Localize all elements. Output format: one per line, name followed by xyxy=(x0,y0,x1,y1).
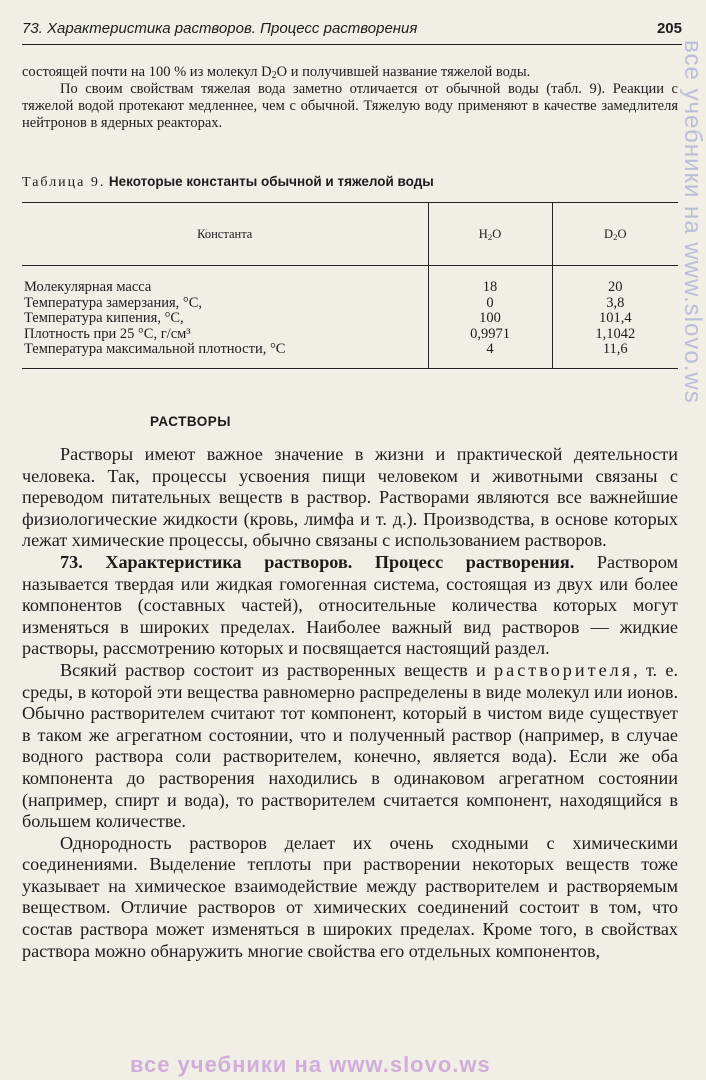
main-text xyxy=(22,444,678,962)
bottom-watermark: все учебники на www.slovo.ws xyxy=(130,1052,491,1077)
table-header-row xyxy=(22,203,678,266)
section-title: РАСТВОРЫ xyxy=(150,414,232,429)
body-paragraph-1: Растворы имеют важное значение в жизни и практической деятельности человека. Так, процессы усвоения пищи человеком и животными связаны с переводом питательных веществ в раствор. Растворами являются все важнейшие физиологические жидкости (кровь, лимфа и т. д.). Производства, в основе которых лежат химические процессы, обычно связаны с использованием растворов. xyxy=(22,444,678,551)
intro-paragraph-1 xyxy=(22,64,678,81)
body-paragraph-3 xyxy=(22,660,678,833)
body-paragraph-2 xyxy=(22,552,678,660)
intro-paragraph-2: По своим свойствам тяжелая вода заметно отличается от обычной воды (табл. 9). Реакции с тяжелой водой протекают медленнее, чем с обычной. Тяжелую воду применяют в качестве замедлителя нейтронов в ядерных реакторах. xyxy=(22,81,678,131)
header-d2o-b: O xyxy=(617,226,627,241)
table-row xyxy=(22,311,678,327)
row-d2o-value: 1,1042 xyxy=(552,327,678,343)
header-d2o-sub: 2 xyxy=(613,231,618,242)
row-d2o-value: 20 xyxy=(552,266,678,296)
page-number: 205 xyxy=(656,20,682,37)
body-p2-text: Раствором называется твердая или жидкая гомогенная система, состоящая из двух или более компонентов (составных частей), относительные количества которых могут изменяться в широких пределах. Наиболее важный вид растворов — жидкие растворы, рассмотрению которых и посвящается настоящий раздел. xyxy=(22,551,678,659)
body-p3-part-a: Всякий раствор состоит из растворенных веществ и xyxy=(60,659,495,680)
side-watermark: все учебники на www.slovo.ws xyxy=(679,40,706,404)
running-header xyxy=(22,18,682,45)
table-row xyxy=(22,342,678,368)
row-constant-name: Плотность при 25 °С, г/см³ xyxy=(24,325,191,342)
term-solvent: растворителя xyxy=(494,659,634,680)
row-h2o-value: 100 xyxy=(428,311,552,327)
row-constant-name: Температура замерзания, °С, xyxy=(24,294,203,311)
table-row xyxy=(22,266,678,296)
intro-p1-part-b: O и получившей название тяжелой воды. xyxy=(276,64,531,80)
subsection-heading: 73. Характеристика растворов. Процесс растворения. xyxy=(60,551,575,572)
row-h2o-value: 4 xyxy=(428,342,552,368)
row-constant-name: Температура кипения, °С, xyxy=(24,310,184,326)
row-h2o-value: 0,9971 xyxy=(428,327,552,343)
row-d2o-value: 11,6 xyxy=(552,342,678,368)
row-d2o-value: 101,4 xyxy=(552,311,678,327)
row-d2o-value: 3,8 xyxy=(552,296,678,312)
body-paragraph-4: Однородность растворов делает их очень сходными с химическими соединениями. Выделение теплоты при растворении некоторых веществ тоже указывает на химическое взаимодействие между растворителем и растворяемым веществом. Отличие растворов от химических соединений состоит в том, что состав раствора может изменяться в широких пределах. Кроме того, в свойствах раствора можно обнаружить многие свойства его отдельных компонентов, xyxy=(22,832,678,961)
intro-p1-part-a: состоящей почти на 100 % из молекул D xyxy=(22,64,272,80)
header-constant: Константа xyxy=(22,203,428,266)
row-h2o-value: 0 xyxy=(428,296,552,312)
constants-table xyxy=(22,202,678,369)
row-h2o-value: 18 xyxy=(428,266,552,296)
header-h2o-b: O xyxy=(492,226,502,241)
row-constant-name: Молекулярная масса xyxy=(24,279,152,295)
table-row xyxy=(22,296,678,312)
table-caption xyxy=(22,174,434,191)
table-row xyxy=(22,327,678,343)
row-constant-name: Температура максимальной плотности, °С xyxy=(22,342,428,368)
header-h2o-a: H xyxy=(478,226,488,241)
intro-text xyxy=(22,64,678,132)
header-h2o-sub: 2 xyxy=(487,231,493,242)
header-h2o xyxy=(428,203,552,266)
intro-p1-subscript: 2 xyxy=(271,70,277,82)
header-d2o xyxy=(552,203,678,266)
header-d2o-a: D xyxy=(604,226,614,241)
running-title: 73. Характеристика растворов. Процесс растворения xyxy=(22,20,418,37)
table-title: Некоторые константы обычной и тяжелой воды xyxy=(108,174,434,189)
table-label: Таблица 9. xyxy=(22,175,106,190)
body-p3-part-b: , т. е. среды, в которой эти вещества равномерно распределены в виде молекул или ионов. Обычно растворителем считают тот компонент, который в чистом виде существует в таком же агрегатном состоянии, что и полученный раствор (например, в случае водного раствора соли растворителем, конечно, является вода). Если же оба компонента до растворения находились в одинаковом агрегатном состоянии (например, спирт и вода), то растворителем считается компонент, находящийся в большем количестве. xyxy=(22,659,678,832)
